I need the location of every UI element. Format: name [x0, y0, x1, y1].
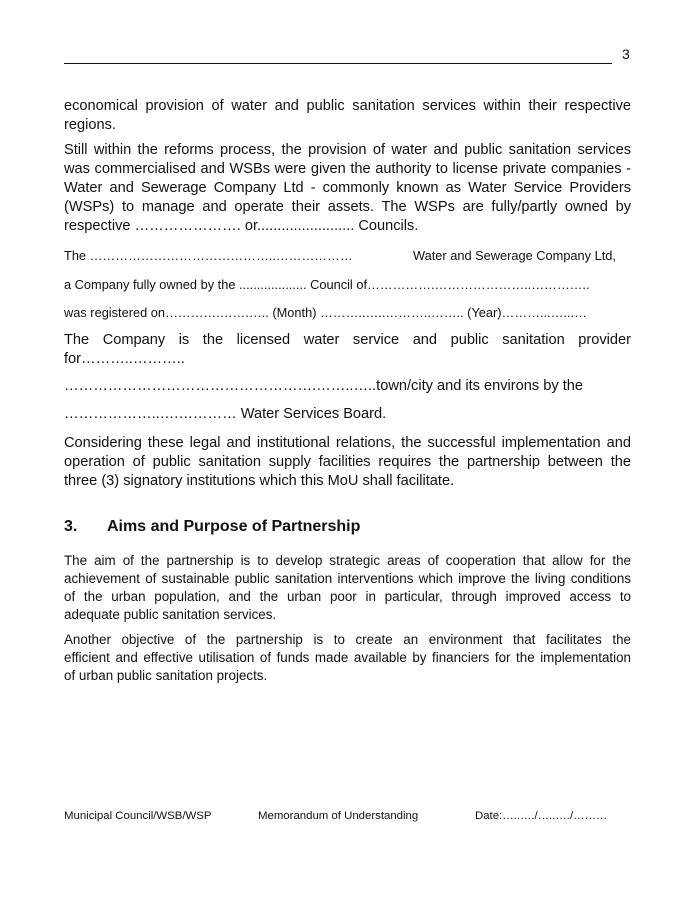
aim-line-3: of the urban population, and the urban poor in particular, through improved access to — [64, 589, 631, 604]
aim-line-4: adequate public sanitation services. — [64, 607, 277, 622]
aim-line-2: achievement of sustainable public sanitation interventions which improve the living conditions — [64, 571, 631, 586]
aim-line-1: The aim of the partnership is to develop strategic areas of cooperation that allow for the — [64, 553, 631, 568]
objective-line-2: efficient and effective utilisation of funds made available by financiers for the implementation — [64, 650, 631, 665]
licensed-line-4: ………………..….………… Water Services Board. — [64, 406, 387, 422]
reforms-line-3: Water and Sewerage Company Ltd - commonly known as Water Service Providers — [64, 180, 631, 196]
footer-left: Municipal Council/WSB/WSP — [64, 810, 212, 822]
considering-line-3: three (3) signatory institutions which this MoU shall facilitate. — [64, 473, 455, 489]
licensed-line-1: The Company is the licensed water service and public sanitation provider — [64, 332, 631, 348]
footer-center: Memorandum of Understanding — [258, 810, 419, 822]
form-line-1-right: Water and Sewerage Company Ltd, — [413, 248, 616, 263]
objective-line-3: of urban public sanitation projects. — [64, 668, 268, 683]
header-rule — [64, 63, 612, 64]
section-title: Aims and Purpose of Partnership — [107, 518, 361, 535]
reforms-line-5: respective …………………. or........................ Councils. — [64, 218, 419, 234]
section-number: 3. — [64, 518, 78, 535]
reforms-line-4: (WSPs) to manage and operate their assets. The WSPs are fully/partly owned by — [64, 199, 631, 215]
page-number: 3 — [622, 46, 630, 62]
reforms-line-2: was commercialised and WSBs were given the authority to license private companies - — [64, 161, 631, 177]
considering-line-2: operation of public sanitation supply facilities requires the partnership between the — [64, 454, 631, 470]
objective-line-1: Another objective of the partnership is to create an environment that facilitates the — [64, 632, 631, 647]
footer-right: Date:…..…./…..…./……… — [475, 810, 608, 822]
section-heading — [64, 518, 360, 536]
form-line-3: was registered on………….…….….. (Month) ………..…..………..…….. (Year)………...…...… — [64, 305, 587, 320]
reforms-line-1: Still within the reforms process, the provision of water and public sanitation services — [64, 142, 631, 158]
intro-line-1: economical provision of water and public sanitation services within their respective — [64, 98, 631, 114]
licensed-line-2: for………..……….. — [64, 351, 185, 367]
intro-line-2: regions. — [64, 117, 116, 133]
licensed-line-3: …………………………………………….……..…..town/city and its environs by the — [64, 378, 583, 394]
considering-line-1: Considering these legal and institutional relations, the successful implementation and — [64, 435, 631, 451]
form-line-1-left: The ……………………………………..……………… — [64, 248, 353, 263]
form-line-2: a Company fully owned by the ................... Council of…………….…………………..………….. — [64, 277, 590, 292]
